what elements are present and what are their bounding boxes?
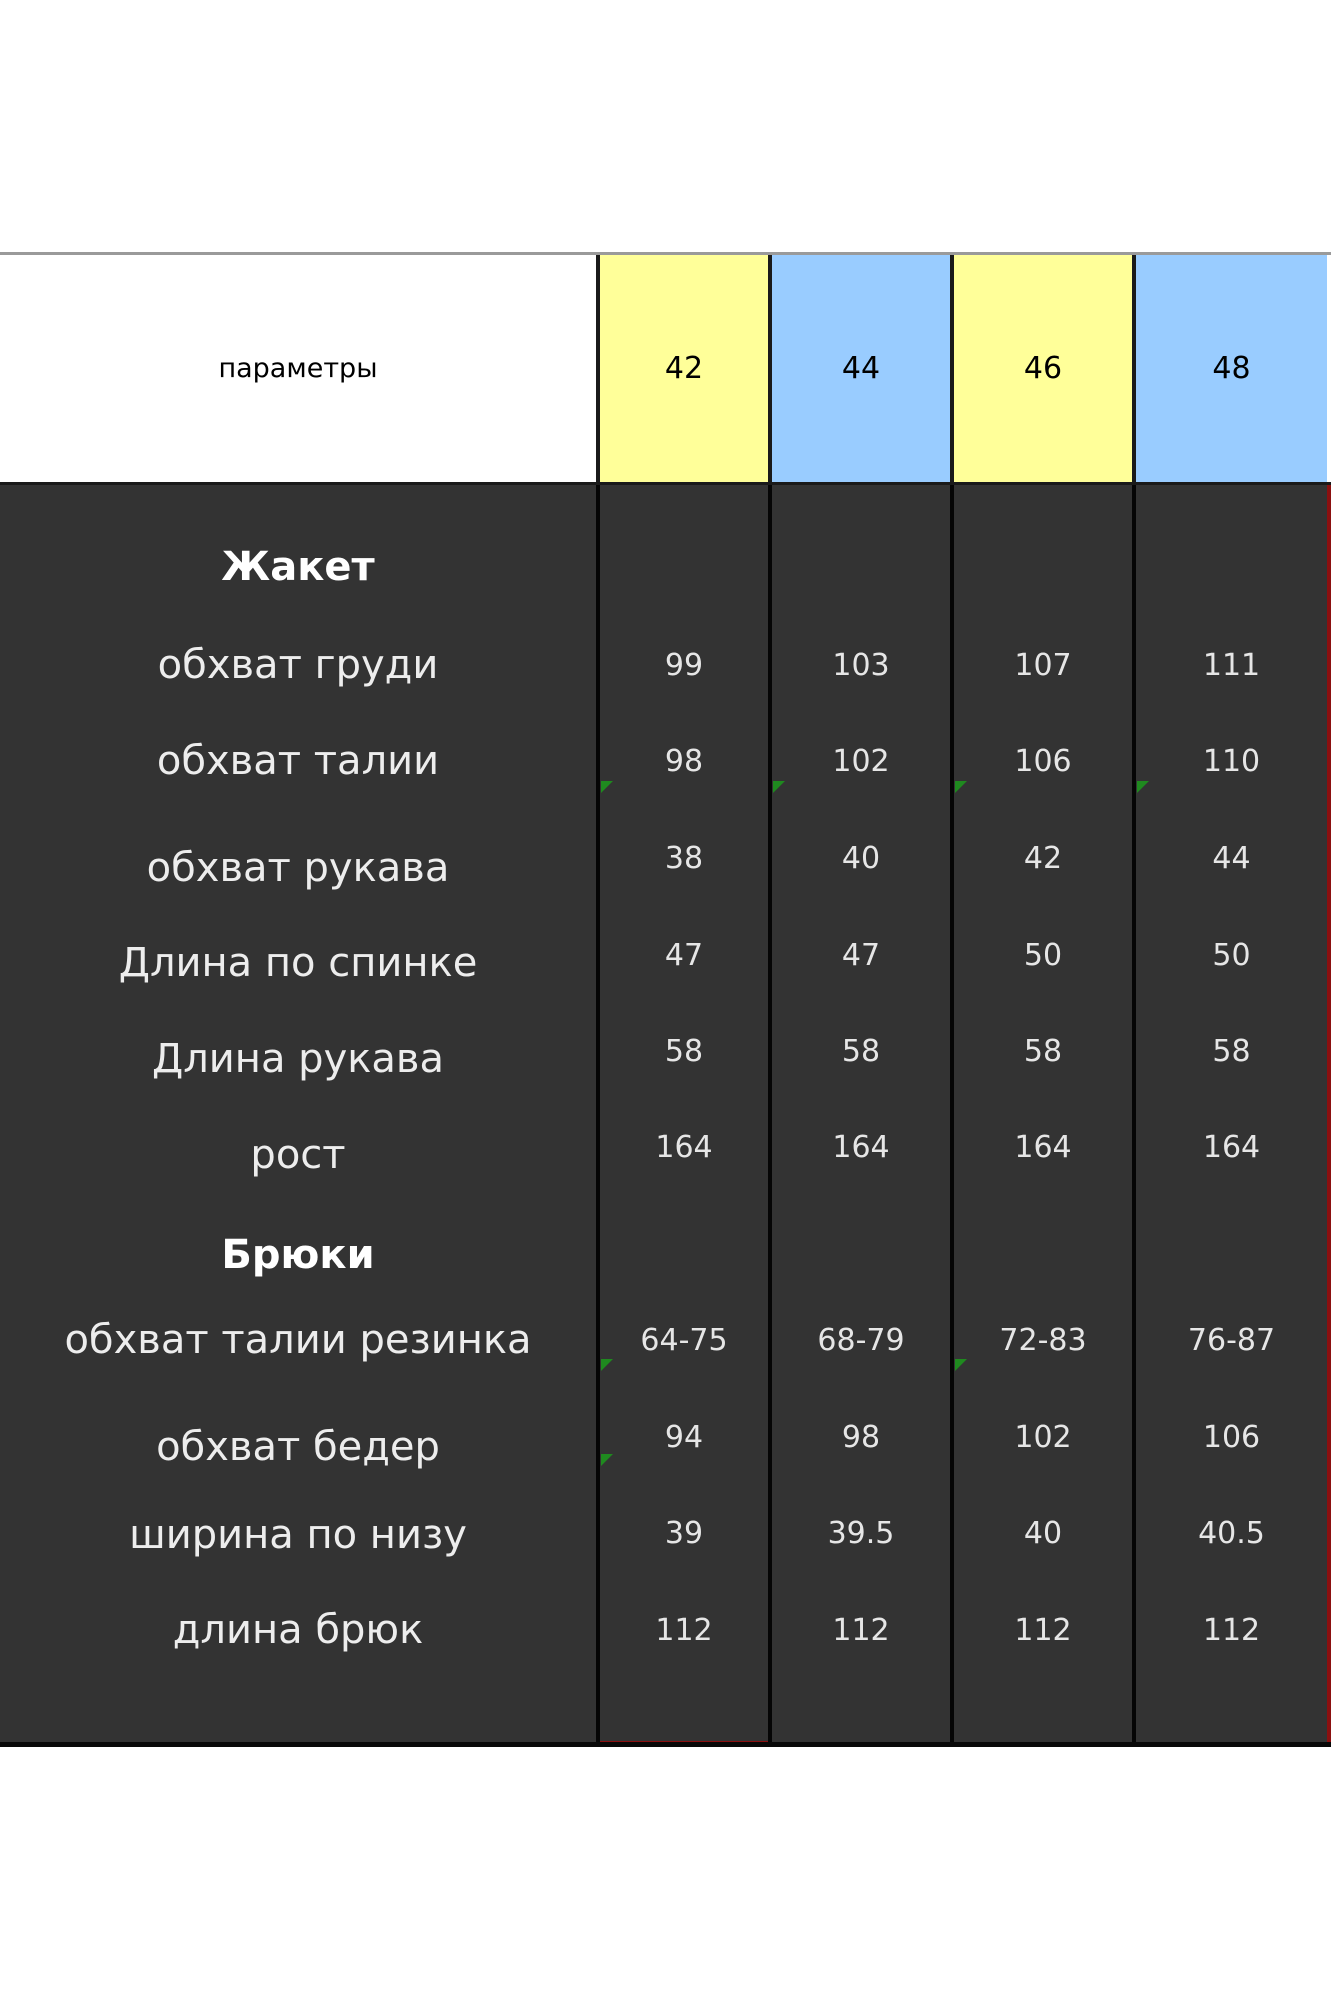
cell-value: 64-75: [640, 1322, 728, 1358]
cell-value: 47: [841, 937, 881, 973]
cell-value: 99: [664, 647, 704, 683]
table-row: [0, 635, 1331, 695]
cell-value: 112: [655, 1612, 713, 1648]
cell-value: 42: [1023, 840, 1063, 876]
table-bottom-rule: [0, 1742, 1331, 1747]
size-header-row: [0, 252, 1331, 485]
table-row: [0, 1310, 1331, 1370]
cell-value: 111: [1202, 647, 1261, 683]
cell-value: 39: [664, 1515, 704, 1551]
size-header-44: 44: [772, 255, 950, 482]
cell-value: 106: [1014, 743, 1072, 779]
row-label: ширина по низу: [129, 1512, 467, 1558]
parameters-header: параметры: [0, 255, 596, 482]
comment-marker: [955, 1359, 967, 1371]
comment-marker: [601, 1359, 613, 1371]
row-label: обхват рукава: [146, 845, 450, 891]
row-label: длина брюк: [172, 1607, 424, 1653]
cell-value: 112: [1202, 1612, 1261, 1648]
cell-value: 112: [1014, 1612, 1072, 1648]
cell-value: 98: [841, 1419, 881, 1455]
measurements-body: [0, 485, 1331, 1745]
cell-value: 44: [1212, 840, 1251, 876]
table-row: [0, 1117, 1331, 1177]
section-jacket-row: [0, 537, 1331, 597]
cell-value: 164: [832, 1129, 890, 1165]
row-label: Длина по спинке: [118, 940, 478, 986]
cell-value: 58: [1212, 1033, 1251, 1069]
size-header-46: 46: [954, 255, 1132, 482]
cell-value: 72-83: [999, 1322, 1087, 1358]
comment-marker: [1137, 781, 1149, 793]
row-label: обхват талии: [156, 738, 440, 784]
cell-value: 112: [832, 1612, 890, 1648]
cell-value: 98: [664, 743, 704, 779]
cell-value: 40.5: [1198, 1515, 1265, 1551]
cell-value: 164: [1014, 1129, 1072, 1165]
cell-value: 102: [832, 743, 890, 779]
cell-value: 40: [1023, 1515, 1063, 1551]
cell-value: 38: [664, 840, 704, 876]
cell-value: 164: [1202, 1129, 1261, 1165]
row-label: рост: [250, 1132, 346, 1178]
table-row: [0, 828, 1331, 891]
cell-value: 47: [664, 937, 704, 973]
cell-value: 102: [1014, 1419, 1072, 1455]
table-row: [0, 1503, 1331, 1563]
cell-value: 58: [1023, 1033, 1063, 1069]
cell-value: 58: [841, 1033, 881, 1069]
cell-value: 50: [1023, 937, 1063, 973]
size-header-48: 48: [1136, 255, 1327, 482]
row-label: обхват талии резинка: [64, 1317, 532, 1363]
cell-value: 164: [655, 1129, 713, 1165]
row-label: Длина рукава: [151, 1036, 444, 1082]
comment-marker: [955, 781, 967, 793]
comment-marker: [773, 781, 785, 793]
cell-value: 106: [1202, 1419, 1261, 1455]
comment-marker: [601, 1454, 613, 1466]
cell-value: 50: [1212, 937, 1251, 973]
cell-value: 39.5: [827, 1515, 895, 1551]
cell-value: 94: [664, 1419, 704, 1455]
cell-value: 58: [664, 1033, 704, 1069]
cell-value: 110: [1202, 743, 1261, 779]
cell-value: 40: [841, 840, 881, 876]
table-row: [0, 731, 1331, 791]
cell-value: 68-79: [817, 1322, 905, 1358]
table-row: [0, 1600, 1331, 1660]
table-row: [0, 1407, 1331, 1470]
row-label: обхват бедер: [156, 1424, 440, 1470]
comment-marker: [601, 781, 613, 793]
table-row: [0, 1021, 1331, 1081]
cell-value: 107: [1014, 647, 1072, 683]
section-title-trousers: Брюки: [221, 1232, 375, 1278]
table-row: [0, 925, 1331, 985]
section-title-jacket: Жакет: [221, 544, 375, 590]
section-trousers-row: [0, 1225, 1331, 1285]
cell-value: 76-87: [1187, 1322, 1276, 1358]
cell-value: 103: [832, 647, 890, 683]
size-header-42: 42: [600, 255, 768, 482]
row-label: обхват груди: [157, 642, 439, 688]
